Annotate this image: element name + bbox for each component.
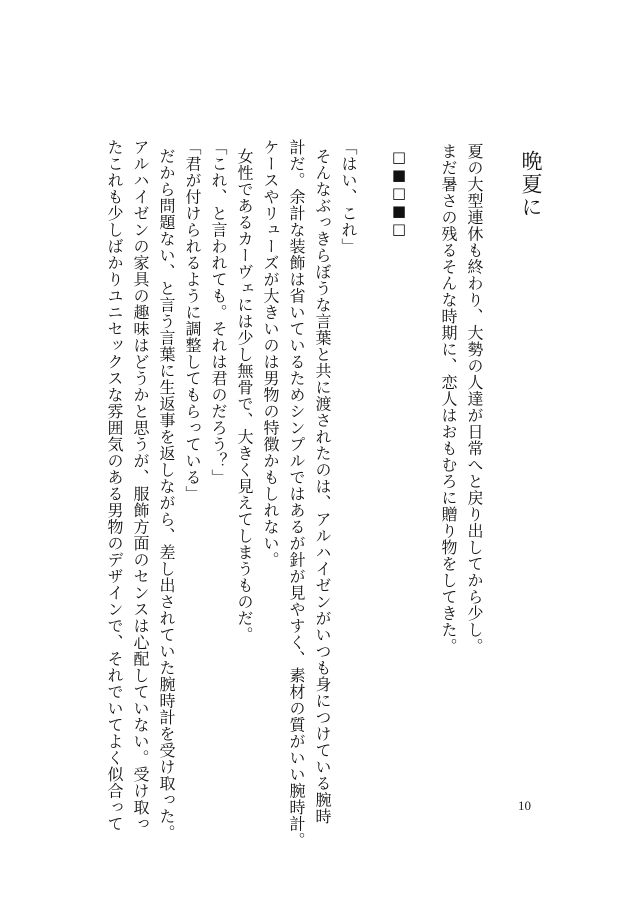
- body-line: そんなぶっきらぼうな言葉と共に渡されたのは、アルハイゼンがいつも身につけている腕時: [313, 148, 332, 825]
- body-line: 「君が付けられるように調整してもらっている」: [183, 139, 202, 502]
- body-line: 「これ、と言われても。それは君のだろう？」: [209, 139, 228, 486]
- body-line: 女性であるカーヴェには少し無骨で、大きく見えてしまうものだ。: [235, 148, 254, 643]
- intro-line: 夏の大型連休も終わり、大勢の人達が日常へと戻り出してから少し。: [465, 143, 484, 655]
- body-line: 「はい、これ」: [339, 139, 358, 255]
- body-line: ケースやリューズが大きいのは男物の特徴かもしれない。: [261, 139, 280, 568]
- intro-line: まだ暑さの残るそんな時期に、恋人はおもむろに贈り物をしてきた。: [439, 143, 458, 655]
- section-break-marks: □■□■□: [390, 148, 408, 238]
- body-line: アルハイゼンの家具の趣味はどうかと思うが、服飾方面のセンスは心配していない。受け取っ: [131, 139, 150, 832]
- page-number: 10: [518, 798, 531, 813]
- chapter-title: 晩夏に: [519, 150, 543, 219]
- body-line: だから問題ない、と言う言葉に生返事を返しながら、差し出されていた腕時計を受け取った。: [157, 148, 176, 841]
- body-line: 計だ。余計な装飾は省いているためシンプルではあるが針が見やすく、素材の質がいい腕時計。: [287, 139, 306, 849]
- body-line: たこれも少しばかりユニセックスな雰囲気のある男物のデザインで、それでいてよく似合って: [105, 139, 124, 832]
